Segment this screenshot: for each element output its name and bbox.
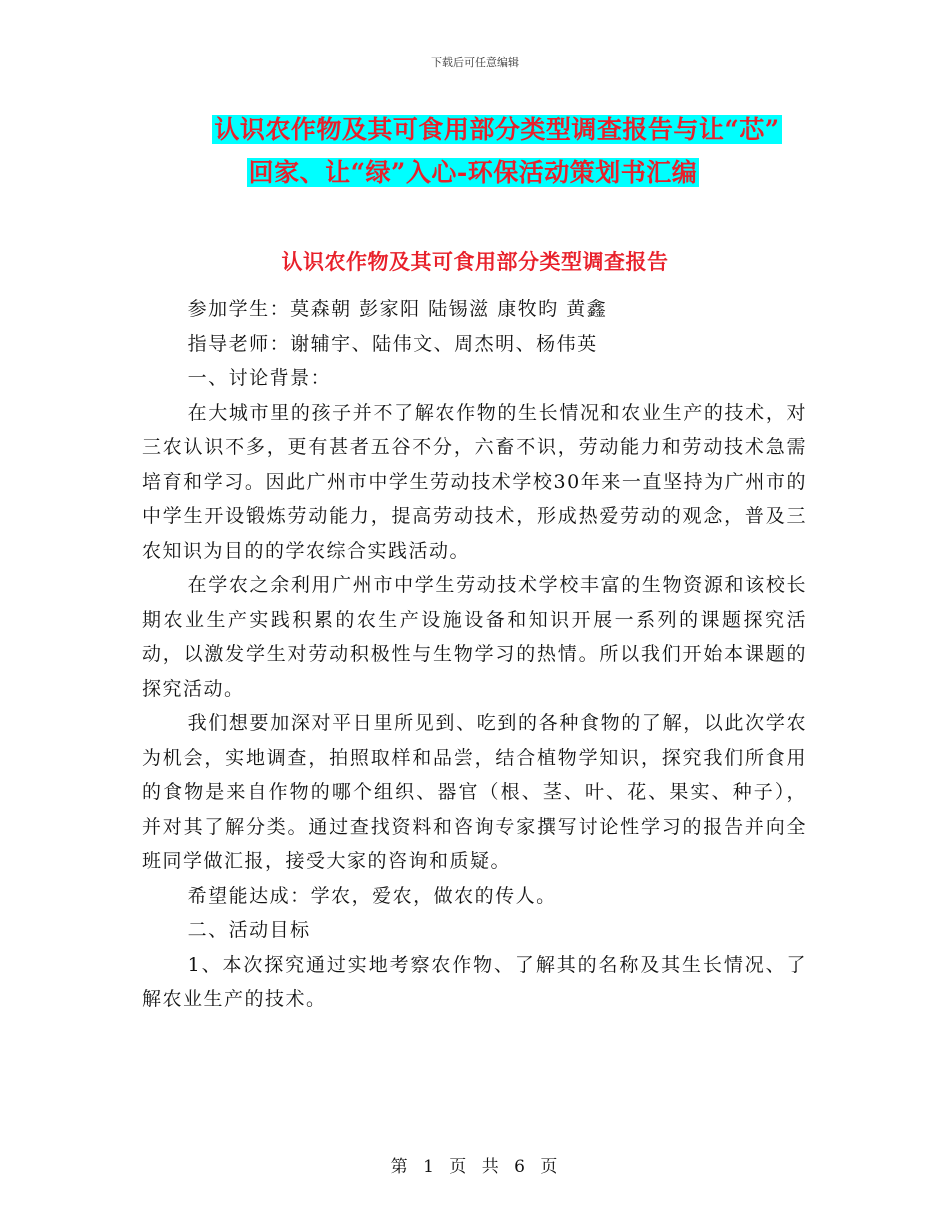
section-heading-background: 一、讨论背景： — [187, 367, 332, 389]
document-title-text-1: 认识农作物及其可食用部分类型调查报告与让“芯” — [214, 115, 780, 144]
report-body — [142, 292, 807, 1017]
body-paragraph: 希望能达成：学农，爱农，做农的传人。 — [187, 884, 557, 907]
report-title: 认识农作物及其可食用部分类型调查报告 — [281, 249, 669, 274]
participants-line: 参加学生：莫森朝 彭家阳 陆锡滋 康牧昀 黄鑫 — [187, 298, 608, 320]
document-title-line-1 — [22, 112, 950, 148]
document-title-line-2 — [0, 155, 948, 191]
body-paragraph: 在学农之余利用广州市中学生劳动技术学校丰富的生物资源和该校长期农业生产实践积累的农生产设施设备和知识开展一系列的课题探究活动，以激发学生对劳动积极性与生物学习的热情。所以我们开始本课题的探究活动。 — [142, 574, 807, 700]
document-title-text-2: 回家、让“绿”入心-环保活动策划书汇编 — [248, 158, 698, 187]
page-number: 第 1 页 共 6 页 — [390, 1157, 560, 1177]
section-heading-goals: 二、活动目标 — [187, 919, 311, 941]
body-paragraph: 我们想要加深对平日里所见到、吃到的各种食物的了解，以此次学农为机会，实地调查，拍照取样和品尝，结合植物学知识，探究我们所食用的食物是来自作物的哪个组织、器官（根、茎、叶、花、果实、种子），并对其了解分类。通过查找资料和咨询专家撰写讨论性学习的报告并向全班同学做汇报，接受大家的咨询和质疑。 — [142, 712, 807, 872]
body-paragraph: 1、本次探究通过实地考察农作物、了解其的名称及其生长情况、了解农业生产的技术。 — [142, 953, 807, 1010]
header-note: 下载后可任意编辑 — [431, 56, 519, 69]
body-paragraph: 在大城市里的孩子并不了解农作物的生长情况和农业生产的技术，对三农认识不多，更有甚者五谷不分，六畜不识，劳动能力和劳动技术急需培育和学习。因此广州市中学生劳动技术学校30年来一直坚持为广州市的中学生开设锻炼劳动能力，提高劳动技术，形成热爱劳动的观念，普及三农知识为目的的学农综合实践活动。 — [142, 401, 807, 562]
advisors-line: 指导老师：谢辅宇、陆伟文、周杰明、杨伟英 — [187, 332, 598, 355]
